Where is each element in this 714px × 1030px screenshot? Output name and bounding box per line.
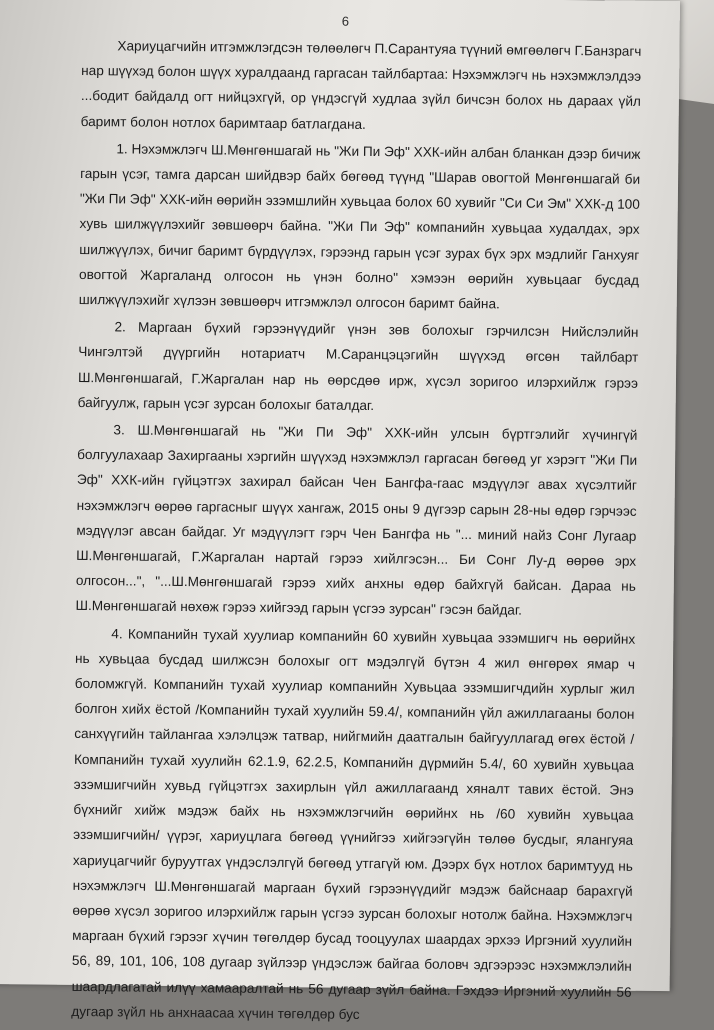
document-body <box>71 33 641 1030</box>
paragraph-2: 2. Маргаан бүхий гэрээнүүдийг үнэн зөв болохыг гэрчилсэн Нийслэлийн Чингэлтэй дүүргийн нотариатч М.Саранцэцэгийн шүүхэд өгсөн тайлбарт Ш.Мөнгөншагай, Г.Жаргалан нар нь өөрсдөө ирж, хүсэл зоригоо илэрхийлж гэрээ байгуулж, гарын үсэг зурсан болохыг баталдаг. <box>77 319 639 413</box>
paragraph-4: 4. Компанийн тухай хуулиар компанийн 60 хувийн хувьцаа эзэмшигч нь өөрийнх нь хувьцаа бусдад шилжсэн болохыг огт мэдэлгүй бүтэн 4 жил өнгөрөх ямар ч боломжгүй. Компанийн тухай хуулиар компанийн Хувьцаа эзэмшигчдийн хурлыг жил болгон хийх ёстой /Компанийн тухай хуулийн 59.4/, компанийн үйл ажиллагааны болон санхүүгийн тайлангаа хэлэлцэж татвар, нийгмийн даатгалын байгууллагад өгөх ёстой /Компанийн тухай хуулийн 62.1.9, 62.2.5, Компанийн дүрмийн 5.4/, 60 хувийн хувьцаа эзэмшигчийн хувьд гүйцэтгэх захирлын үйл ажиллагаанд хяналт тавих ёстой. Энэ бүхнийг хийж мэдэж байх нь нэхэмжлэгчийн өөрийнх нь /60 хувийн хувьцаа эзэмшигчийн/ үүрэг, хариуцлага бөгөөд үүнийгээ хийгээгүйн төлөө бусдыг, ялангуяа хариуцагчийг буруутгах үндэслэлгүй бөгөөд утгагүй юм. Дээрх бүх нотлох баримтууд нь нэхэмжлэгч Ш.Мөнгөншагай маргаан бүхий гэрээнүүдийг мэдэж байснаар барахгүй өөрөө хүсэл зоригоо илэрхийлж гарын үсгээ зурсан болохыг нотолж байна. Нэхэмжлэгч маргаан бүхий гэрээг хүчин төгөлдөр бусад тооцуулах шаардах эрхээ Иргэний хуулийн 56, 89, 101, 106, 108 дугаар зүйлээр үндэслэж байгаа боловч эдгээрээс нэхэмжлэлийн шаардлагатай илүү хамааралтай нь 56 дугаар зүйл байна. Гэхдээ Иргэний хуулийн 56 дугаар зүйл нь анхнаасаа хүчин төгөлдөр бус <box>71 625 636 1022</box>
paragraph-intro: Хариуцагчийн итгэмжлэгдсэн төлөөлөгч П.Сарантуяа түүний өмгөөлөгч Г.Банзрагч нар шүүхэд болон шүүх хуралдаанд гаргасан тайлбартаа: Нэхэмжлэгч нь нэхэмжлэлдээ ...бодит байдалд огт нийцэхгүй, ор үндэсгүй худлаа зүйл бичсэн болох нь дараах үйл баримт болон нотлох баримтаар батлагдана. <box>80 38 642 132</box>
paragraph-3: 3. Ш.Мөнгөншагай нь "Жи Пи Эф" ХХК-ийн улсын бүртгэлийг хүчингүй болгуулахаар Захиргааны хэргийн шүүхэд нэхэмжлэл гаргасан бөгөөд уг хэрэгт "Жи Пи Эф" ХХК-ийн гүйцэтгэх захирал байсан Чен Бангфа-гаас мэдүүлэг авах хүсэлтийг нэхэмжлэгч өөрөө гаргасныг шүүх хангаж, 2015 оны 9 дүгээр сарын 28-ны өдөр гэрчээс мэдүүлэг авсан байдаг. Уг мэдүүлэгт гэрч Чен Бангфа нь "... миний найз Сонг Лугаар Ш.Мөнгөншагай, Г.Жаргалан нартай гэрээ хийлгэсэн... Би Сонг Лу-д өөрөө эрх олгосон...", "...Ш.Мөнгөншагай гэрээ хийх анхны өдөр байхгүй байсан. Дараа нь Ш.Мөнгөншагай нөхөж гэрээ хийгээд гарын үсгээ зурсан" гэсэн байдаг. <box>75 422 638 619</box>
page-number: 6 <box>341 13 350 29</box>
paragraph-1: 1. Нэхэмжлэгч Ш.Мөнгөншагай нь "Жи Пи Эф" ХХК-ийн албан бланкан дээр бичиж гарын үсэг, тамга дарсан шийдвэр байх бөгөөд түүнд "Шарав овогтой Мөнгөншагай би "Жи Пи Эф" ХХК-ийн өөрийн эзэмшлийн хувьцаа болох 60 хувийг "Си Си Эм" ХХК-д 100 хувь шилжүүлэхийг зөвшөөрч байна. "Жи Пи Эф" компанийн хувьцаа худалдах, эрх шилжүүлэх, бичиг баримт бүрдүүлэх, гэрээнд гарын үсэг зурах бүх эрх мэдлийг Ганхуяг овогтой Жаргаланд олгосон нь үнэн болно" хэмээн өөрийн хувьцааг бусдад шилжүүлэхийг хүлээн зөвшөөрч итгэмжлэл олгосон баримт байна. <box>78 141 641 312</box>
